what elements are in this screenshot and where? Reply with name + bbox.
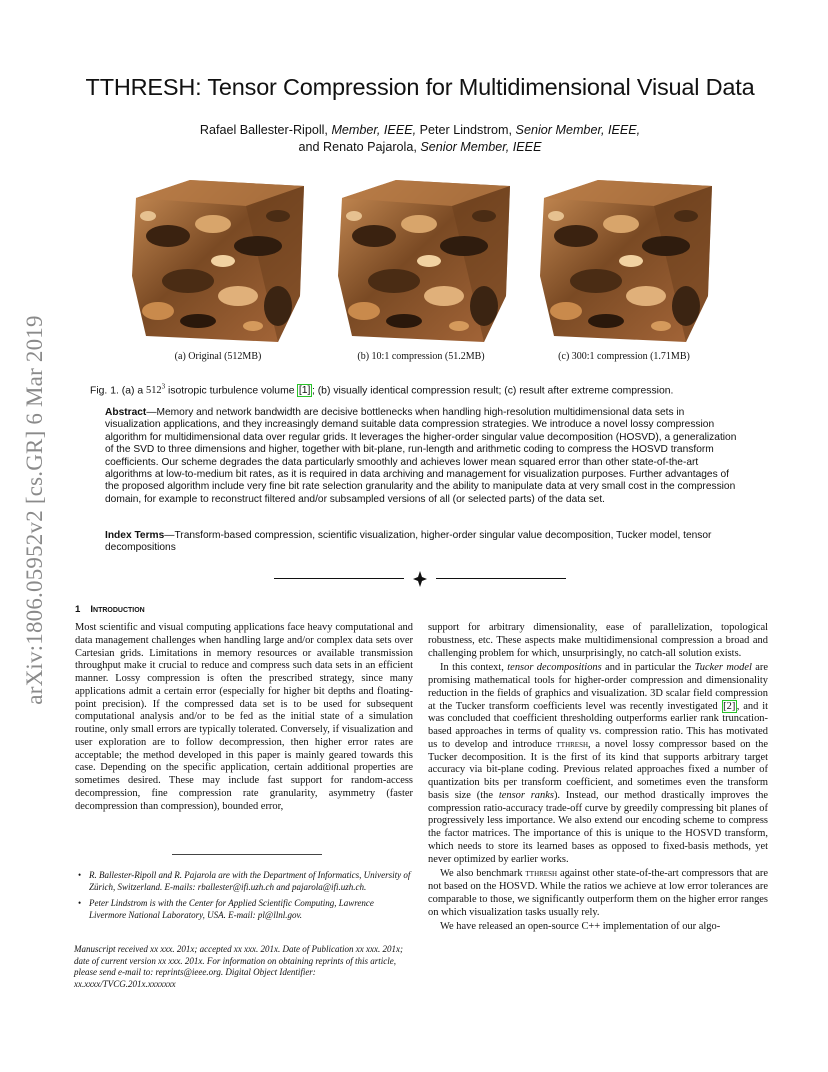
section-heading [75, 604, 145, 615]
author-name: Peter Lindstrom, [419, 123, 513, 137]
section-divider [274, 570, 566, 588]
footnotes [78, 870, 413, 926]
author-affiliation: Senior Member, IEEE [420, 140, 542, 154]
author-name: Rafael Ballester-Ripoll, [199, 123, 328, 137]
abstract-text: —Memory and network bandwidth are decisive bottlenecks when handling high-resolution multidimensional data sets in visualization applications, and they increasingly demand suitable data compression strategies. We introduce a novel lossy compression algorithm for multidimensional data over regular grids. It leverages the higher-order singular value decomposition (HOSVD), a generalization of the SVD to three dimensions and higher, together with bit-plane, run-length and arithmetic coding to compress the HOSVD transform coefficients. Our scheme degrades the data particularly smoothly and achieves lower mean squared error than other state-of-the-art algorithms at low-to-medium bit rates, as it is required in data archiving and management for visualization purposes. Further advantages of the proposed algorithm include very fine bit rate selection granularity and the ability to manipulate data at very small cost in the compression domain, for example to reconstruct filtered and/or subsampled versions of all (or selected parts) of the data set. [105, 407, 737, 505]
manuscript-info: Manuscript received xx xxx. 201x; accepted xx xxx. 201x. Date of Publication xx xxx. 201x; date of current version xx xxx. 201x. For information on obtaining reprints of this article, please send e-mail to: reprints@ieee.org. Digital Object Identifier: xx.xxxx/TVCG.201x.xxxxxxx [74, 944, 404, 989]
figure-subcaption: (a) Original (512MB) [174, 351, 262, 362]
footnote-rule [172, 854, 322, 855]
figure-image-300to1 [536, 176, 716, 344]
footnote-item: • R. Ballester-Ripoll and R. Pajarola are with the Department of Informatics, University of Zürich, Switzerland. E-mails: rballester@ifi.uzh.ch and pajarola@ifi.uzh.ch. [78, 870, 411, 892]
math-expression: $512^3$ [146, 383, 166, 397]
author-name: Renato Pajarola, [323, 140, 417, 154]
paragraph: In this context, tensor decompositions and in particular the Tucker model are promising mathematical tools for higher-order compression and dimensionality reduction in the fields of graphics and visualization. 3D scalar field compression at the Tucker transform coefficients level was recently investigated [2] , and it was concluded that coefficient thresholding outperforms earlier rank truncation-based approaches in terms of quality vs. compression ratio. This has motivated us to develop and introduce tthresh, a novel lossy compressor based on the Tucker decomposition. It is the first of its kind that supports arbitrary target accuracy via bit-plane coding. Previous related approaches fixed a number of quantization bits per transform coefficient, and sometimes even the transform basis size (the tensor ranks). Instead, our method drastically improves the compression ratio-accuracy trade-off curve by greedily compressing bit planes of progressively less importance. We also extend our encoding scheme to compress the factor matrices. The importance of this is unique to the HOSVD transform, which needs to store its learned bases as opposed to fixed-basis methods, yet never optimized by earlier works. [428, 662, 769, 865]
software-name: tthresh [556, 738, 589, 750]
paragraph: support for arbitrary dimensionality, ease of parallelization, topological robustness, etc. These aspects make multidimensional compression a broad and challenging problem for which, unsurprisingly, no catch-all solution exists. [428, 622, 768, 659]
section-title-initial: I [90, 604, 94, 615]
bullet-icon: • [78, 870, 82, 880]
footnote-item: • Peter Lindstrom is with the Center for Applied Scientific Computing, Lawrence Livermore National Laboratory, USA. E-mail: pl@llnl.gov. [78, 898, 374, 920]
caption-text: (a) a [121, 385, 144, 397]
citation-link[interactable]: [1] [298, 385, 311, 397]
index-terms-text: —Transform-based compression, scientific visualization, higher-order singular value decomposition, Tucker model, tensor decompositions [105, 530, 712, 554]
caption-text: isotropic turbulence volume [168, 385, 295, 397]
paragraph: We also benchmark tthresh against other state-of-the-art compressors that are not based on the HOSVD. While the ratios we achieve at low error tolerances are comparable to those, we significantly outperform them on the higher error ranges on which visualization tasks usually rely. [428, 868, 769, 918]
abstract-label: Abstract [105, 407, 147, 418]
bullet-icon: • [78, 898, 82, 909]
author-conjunction: and [298, 140, 320, 154]
figure-image-10to1 [334, 176, 514, 344]
arxiv-identifier [20, 290, 50, 730]
figure-subcaption: (b) 10:1 compression (51.2MB) [357, 351, 485, 362]
author-list [60, 122, 780, 156]
section-number: 1 [75, 604, 81, 615]
citation-link[interactable]: [2] [723, 700, 736, 712]
paragraph: We have released an open-source C++ implementation of our algo- [440, 921, 721, 933]
paragraph: Most scientific and visual computing applications face heavy computational and data management challenges when handling large and/or complex data sets over Cartesian grids. Limitations in memory resources or available transmission throughput make it crucial to reduce and compress such data sets in an efficient manner. Lossy compression is often the prescribed strategy, since many applications admit a certain error (especially for higher bit depths and floating-point precision). If the compressed data set is to be used for subsequent computational analysis and/or to be fed as the initial state of a simulation routine, only small errors are typically tolerated. Conversely, if visualization and user exploration are to follow decompression, then higher error rates are acceptable; the method developed in this paper is mainly geared towards this case. Depending on the specific application, certain additional properties are sometimes desired. These may include fast support for random-access decompression, fine compression rate granularity, asymmetry (faster decompression than compression), bounded error, [75, 622, 413, 812]
software-name: tthresh [525, 868, 558, 880]
author-affiliation: Senior Member, IEEE, [515, 123, 641, 137]
abstract [105, 407, 739, 506]
author-affiliation: Member, IEEE, [331, 123, 417, 137]
section-title: ntroduction [93, 604, 145, 615]
figure-label: Fig. 1. [90, 385, 119, 397]
paper-title: TTHRESH: Tensor Compression for Multidimensional Visual Data [85, 74, 755, 100]
figure-subcaption: (c) 300:1 compression (1.71MB) [558, 351, 690, 362]
index-terms [105, 530, 739, 555]
figure-caption [90, 383, 750, 396]
caption-text: ; (b) visually identical compression result; (c) result after extreme compression. [311, 385, 674, 397]
figure-image-original [128, 176, 308, 344]
body-column-right [428, 622, 768, 934]
index-terms-label: Index Terms [105, 530, 165, 541]
arxiv-identifier-text: arXiv:1806.05952v2 [cs.GR] 6 Mar 2019 [22, 315, 47, 705]
body-column-left [75, 622, 413, 813]
diamond-ornament-icon [413, 571, 427, 587]
